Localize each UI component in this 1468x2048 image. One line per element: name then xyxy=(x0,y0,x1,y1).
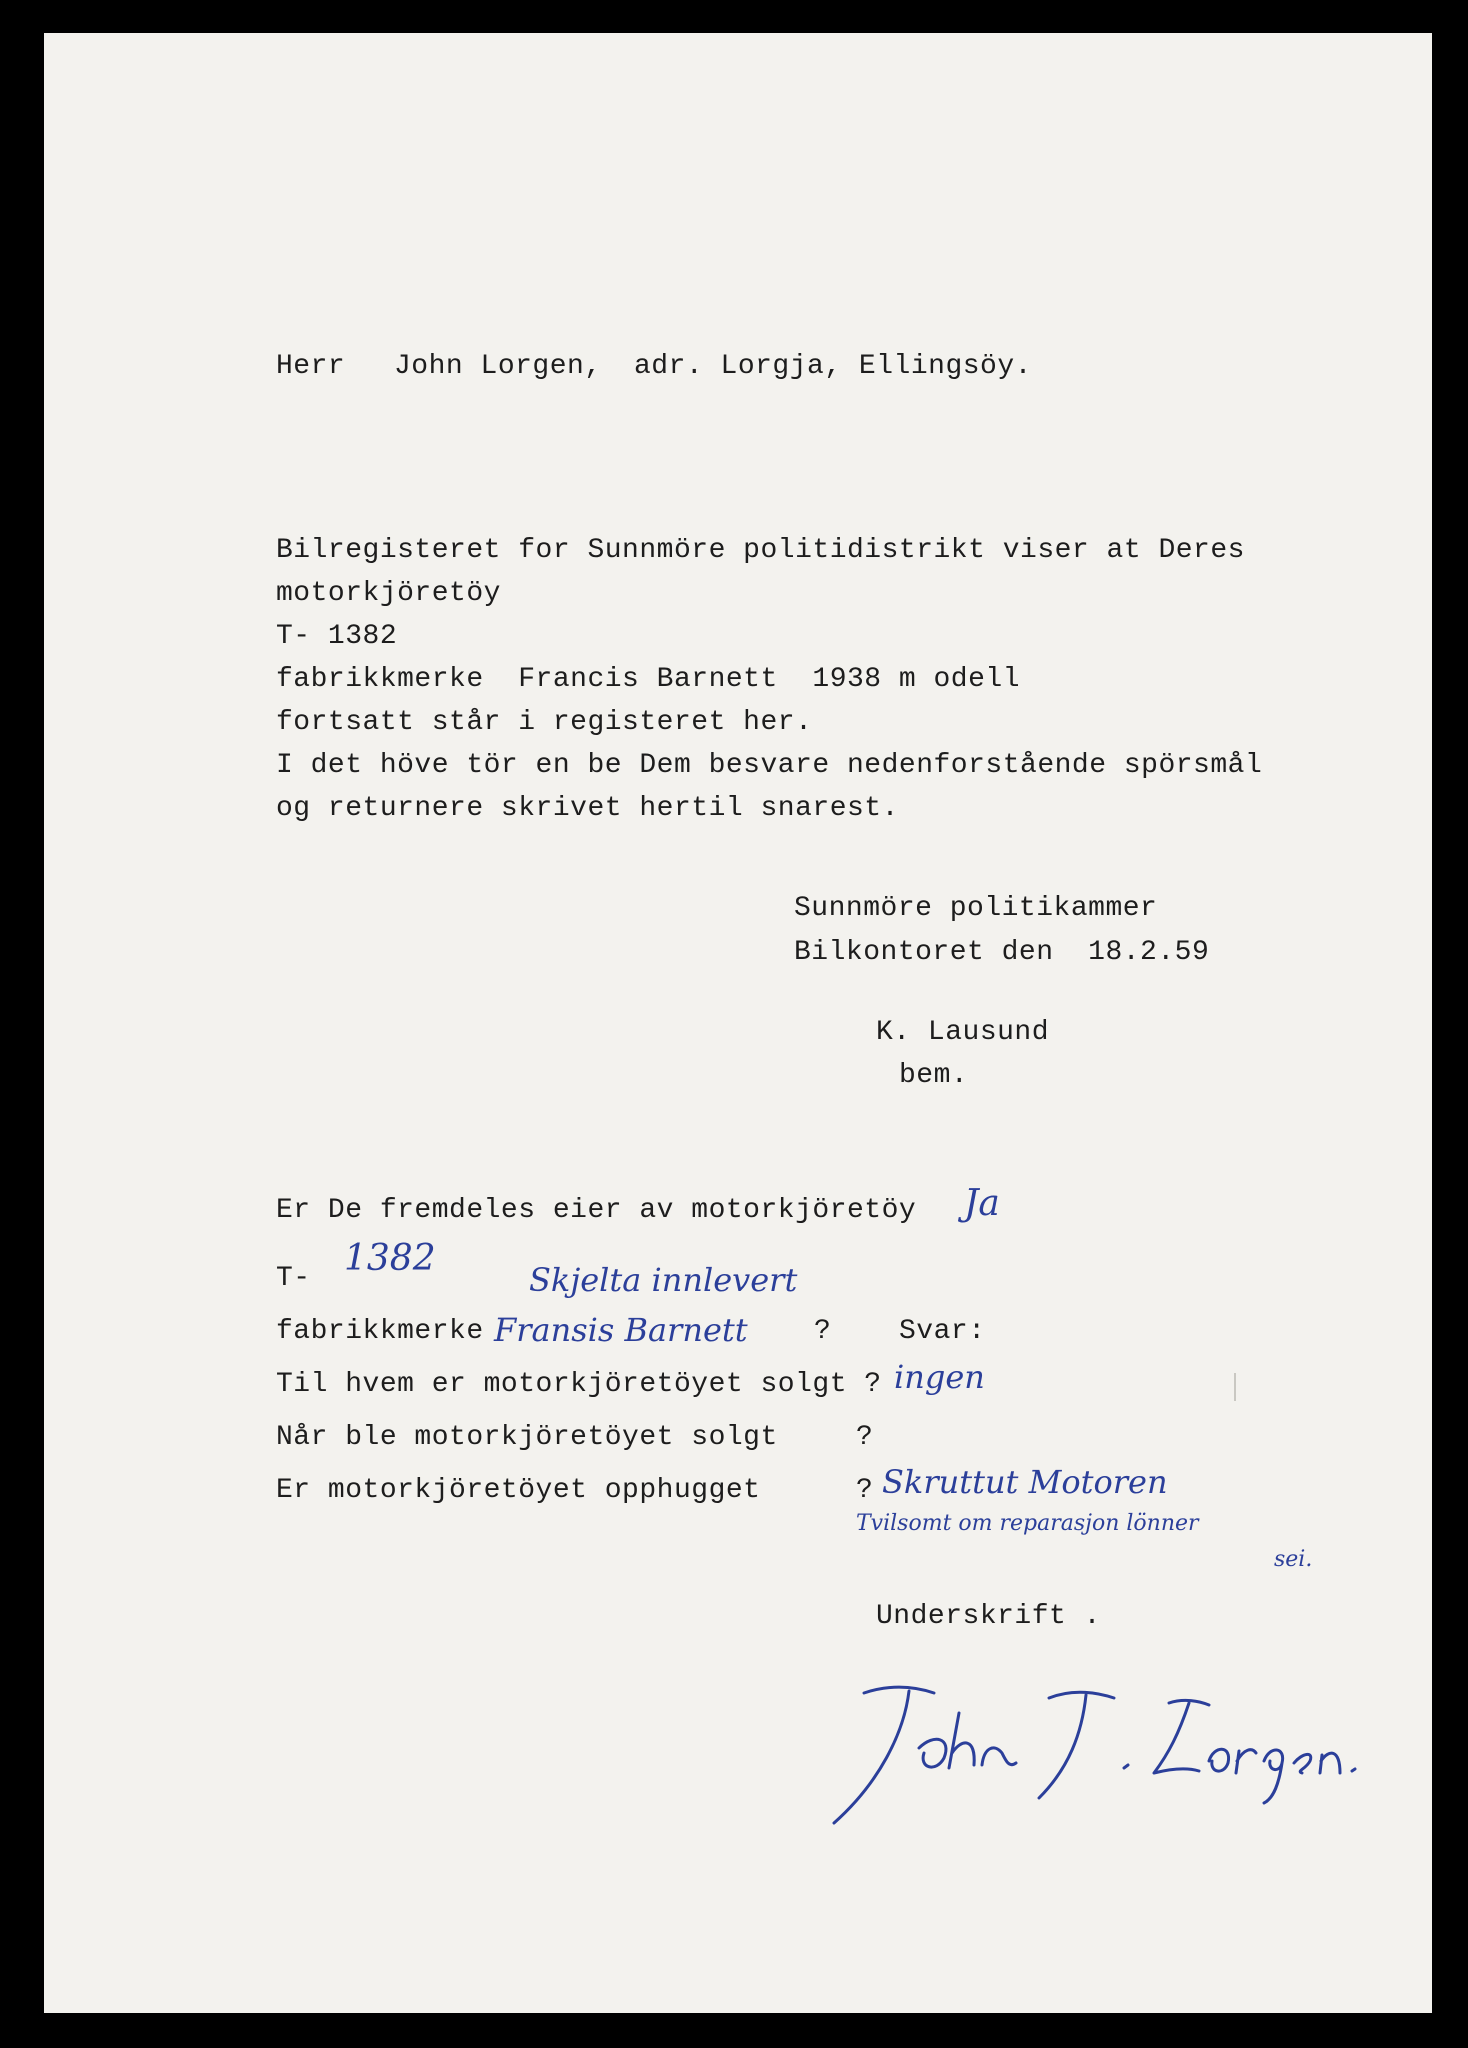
question-make-mark: ? xyxy=(814,1316,832,1347)
question-owner: Er De fremdeles eier av motorkjöretöy xyxy=(276,1195,917,1226)
handwritten-plate-note: Skjelta innlevert xyxy=(529,1261,798,1299)
body-line: fabrikkmerke Francis Barnett 1938 m odell xyxy=(276,664,1021,695)
answer-label: Svar: xyxy=(899,1316,986,1347)
question-scrapped-mark: ? xyxy=(856,1475,874,1506)
question-sold-when-mark: ? xyxy=(856,1422,874,1453)
handwritten-make: Fransis Barnett xyxy=(494,1311,748,1349)
body-line: Bilregisteret for Sunnmöre politidistrikt viser at Deres xyxy=(276,535,1245,566)
handwritten-scrapped-line3: sei. xyxy=(1274,1547,1313,1572)
salutation: Herr xyxy=(276,351,346,382)
addressee-name: John Lorgen, xyxy=(394,351,602,382)
handwritten-owner-answer: Ja xyxy=(964,1183,1000,1224)
question-make: fabrikkmerke xyxy=(276,1316,484,1347)
sender-signer-title: bem. xyxy=(899,1060,969,1091)
handwritten-signature xyxy=(824,1673,1384,1843)
question-reg-prefix: T- xyxy=(276,1263,311,1294)
question-sold-to: Til hvem er motorkjöretöyet solgt ? xyxy=(276,1369,882,1400)
body-line: og returnere skrivet hertil snarest. xyxy=(276,793,899,824)
handwritten-scrapped-line1: Skruttut Motoren xyxy=(882,1463,1168,1501)
question-scrapped: Er motorkjöretöyet opphugget xyxy=(276,1475,761,1506)
handwritten-sold-to: ingen xyxy=(894,1358,985,1396)
signature-label: Underskrift . xyxy=(876,1601,1101,1632)
letter-sheet xyxy=(44,33,1432,2013)
body-line: I det höve tör en be Dem besvare nedenforstående spörsmål xyxy=(276,750,1263,781)
sender-signer: K. Lausund xyxy=(876,1017,1050,1048)
question-sold-when: Når ble motorkjöretöyet solgt xyxy=(276,1422,778,1453)
body-line: T- 1382 xyxy=(276,621,398,652)
addressee-address: adr. Lorgja, Ellingsöy. xyxy=(634,351,1032,382)
sender-office: Sunnmöre politikammer xyxy=(794,893,1158,924)
body-line: motorkjöretöy xyxy=(276,578,501,609)
sender-dateline: Bilkontoret den 18.2.59 xyxy=(794,937,1210,968)
body-line: fortsatt står i registeret her. xyxy=(276,707,813,738)
paper-mark xyxy=(1234,1373,1236,1401)
handwritten-reg-number: 1382 xyxy=(344,1238,436,1279)
handwritten-scrapped-line2: Tvilsomt om reparasjon lönner xyxy=(856,1511,1199,1536)
